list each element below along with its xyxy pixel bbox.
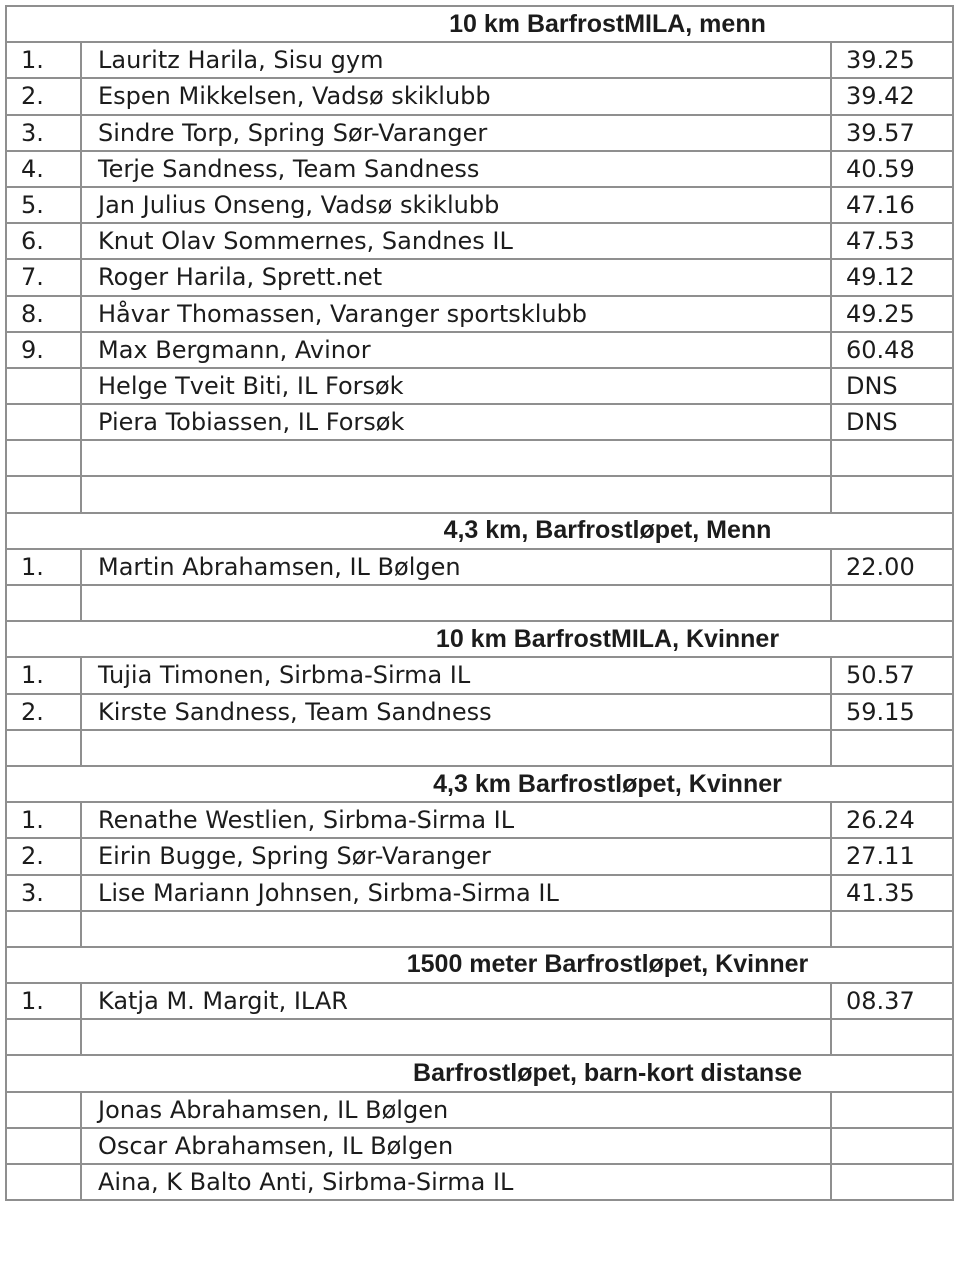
section-heading: [6, 6, 953, 42]
place-cell: [6, 585, 81, 621]
place-cell: [6, 1019, 81, 1055]
name-cell: Martin Abrahamsen, IL Bølgen: [81, 549, 831, 585]
place-cell: [6, 404, 81, 440]
name-cell: Knut Olav Sommernes, Sandnes IL: [81, 223, 831, 259]
place-cell: [6, 1092, 81, 1128]
table-row: [6, 730, 953, 766]
results-body: [6, 6, 953, 1200]
section-heading: [6, 513, 953, 549]
place-cell: 2.: [6, 694, 81, 730]
name-cell: Piera Tobiassen, IL Forsøk: [81, 404, 831, 440]
name-cell: [81, 585, 831, 621]
table-row: [6, 875, 953, 911]
table-row: [6, 404, 953, 440]
place-cell: [6, 730, 81, 766]
section-heading-row: [6, 513, 953, 549]
time-cell: 41.35: [831, 875, 953, 911]
section-heading-text: 10 km BarfrostMILA, Kvinner: [435, 624, 780, 653]
name-cell: Max Bergmann, Avinor: [81, 332, 831, 368]
place-cell: 1.: [6, 983, 81, 1019]
table-row: [6, 1092, 953, 1128]
time-cell: 40.59: [831, 151, 953, 187]
table-row: [6, 838, 953, 874]
table-row: [6, 1019, 953, 1055]
name-cell: Helge Tveit Biti, IL Forsøk: [81, 368, 831, 404]
time-cell: 26.24: [831, 802, 953, 838]
place-cell: 2.: [6, 838, 81, 874]
table-row: [6, 296, 953, 332]
name-cell: Terje Sandness, Team Sandness: [81, 151, 831, 187]
time-cell: 22.00: [831, 549, 953, 585]
time-cell: [831, 730, 953, 766]
section-heading-text: 4,3 km, Barfrostløpet, Menn: [443, 516, 772, 545]
time-cell: 49.25: [831, 296, 953, 332]
section-heading-row: [6, 766, 953, 802]
time-cell: 39.57: [831, 115, 953, 151]
name-cell: [81, 911, 831, 947]
time-cell: [831, 911, 953, 947]
time-cell: 50.57: [831, 657, 953, 693]
name-cell: [81, 730, 831, 766]
place-cell: [6, 368, 81, 404]
place-cell: [6, 1128, 81, 1164]
place-cell: [6, 911, 81, 947]
place-cell: 6.: [6, 223, 81, 259]
place-cell: [6, 440, 81, 476]
name-cell: [81, 440, 831, 476]
name-cell: Håvar Thomassen, Varanger sportsklubb: [81, 296, 831, 332]
time-cell: 39.42: [831, 78, 953, 114]
place-cell: 1.: [6, 549, 81, 585]
time-cell: 39.25: [831, 42, 953, 78]
table-row: [6, 42, 953, 78]
section-heading-text: 1500 meter Barfrostløpet, Kvinner: [406, 950, 809, 979]
name-cell: Sindre Torp, Spring Sør-Varanger: [81, 115, 831, 151]
table-row: [6, 151, 953, 187]
name-cell: Lise Mariann Johnsen, Sirbma-Sirma IL: [81, 875, 831, 911]
table-row: [6, 657, 953, 693]
time-cell: [831, 476, 953, 512]
name-cell: Katja M. Margit, ILAR: [81, 983, 831, 1019]
table-row: [6, 223, 953, 259]
time-cell: 47.53: [831, 223, 953, 259]
section-heading: [6, 1055, 953, 1091]
name-cell: [81, 1019, 831, 1055]
table-row: [6, 476, 953, 512]
time-cell: 47.16: [831, 187, 953, 223]
place-cell: 5.: [6, 187, 81, 223]
table-row: [6, 78, 953, 114]
table-row: [6, 440, 953, 476]
time-cell: [831, 1164, 953, 1200]
place-cell: [6, 1164, 81, 1200]
table-row: [6, 187, 953, 223]
section-heading-text: 10 km BarfrostMILA, menn: [449, 9, 766, 38]
place-cell: [6, 476, 81, 512]
place-cell: 3.: [6, 875, 81, 911]
name-cell: Kirste Sandness, Team Sandness: [81, 694, 831, 730]
time-cell: 08.37: [831, 983, 953, 1019]
name-cell: Renathe Westlien, Sirbma-Sirma IL: [81, 802, 831, 838]
table-row: [6, 911, 953, 947]
table-row: [6, 259, 953, 295]
time-cell: 27.11: [831, 838, 953, 874]
time-cell: 59.15: [831, 694, 953, 730]
place-cell: 2.: [6, 78, 81, 114]
name-cell: Roger Harila, Sprett.net: [81, 259, 831, 295]
place-cell: 1.: [6, 657, 81, 693]
table-row: [6, 332, 953, 368]
results-table: [5, 5, 954, 1201]
name-cell: Jonas Abrahamsen, IL Bølgen: [81, 1092, 831, 1128]
place-cell: 1.: [6, 42, 81, 78]
name-cell: Eirin Bugge, Spring Sør-Varanger: [81, 838, 831, 874]
name-cell: Oscar Abrahamsen, IL Bølgen: [81, 1128, 831, 1164]
time-cell: [831, 585, 953, 621]
table-row: [6, 549, 953, 585]
table-row: [6, 1128, 953, 1164]
time-cell: 49.12: [831, 259, 953, 295]
time-cell: [831, 1128, 953, 1164]
table-row: [6, 368, 953, 404]
time-cell: DNS: [831, 368, 953, 404]
time-cell: [831, 1019, 953, 1055]
time-cell: [831, 1092, 953, 1128]
time-cell: DNS: [831, 404, 953, 440]
name-cell: Jan Julius Onseng, Vadsø skiklubb: [81, 187, 831, 223]
section-heading-row: [6, 621, 953, 657]
section-heading-text: 4,3 km Barfrostløpet, Kvinner: [433, 769, 782, 798]
section-heading: [6, 621, 953, 657]
time-cell: 60.48: [831, 332, 953, 368]
place-cell: 7.: [6, 259, 81, 295]
section-heading: [6, 766, 953, 802]
section-heading-row: [6, 1055, 953, 1091]
name-cell: Tujia Timonen, Sirbma-Sirma IL: [81, 657, 831, 693]
name-cell: Aina, K Balto Anti, Sirbma-Sirma IL: [81, 1164, 831, 1200]
place-cell: 8.: [6, 296, 81, 332]
section-heading-row: [6, 947, 953, 983]
name-cell: Espen Mikkelsen, Vadsø skiklubb: [81, 78, 831, 114]
section-heading-text: Barfrostløpet, barn-kort distanse: [413, 1059, 802, 1088]
place-cell: 4.: [6, 151, 81, 187]
table-row: [6, 585, 953, 621]
table-row: [6, 802, 953, 838]
table-row: [6, 694, 953, 730]
place-cell: 3.: [6, 115, 81, 151]
table-row: [6, 983, 953, 1019]
place-cell: 9.: [6, 332, 81, 368]
table-row: [6, 115, 953, 151]
table-row: [6, 1164, 953, 1200]
name-cell: Lauritz Harila, Sisu gym: [81, 42, 831, 78]
section-heading: [6, 947, 953, 983]
name-cell: [81, 476, 831, 512]
place-cell: 1.: [6, 802, 81, 838]
time-cell: [831, 440, 953, 476]
section-heading-row: [6, 6, 953, 42]
